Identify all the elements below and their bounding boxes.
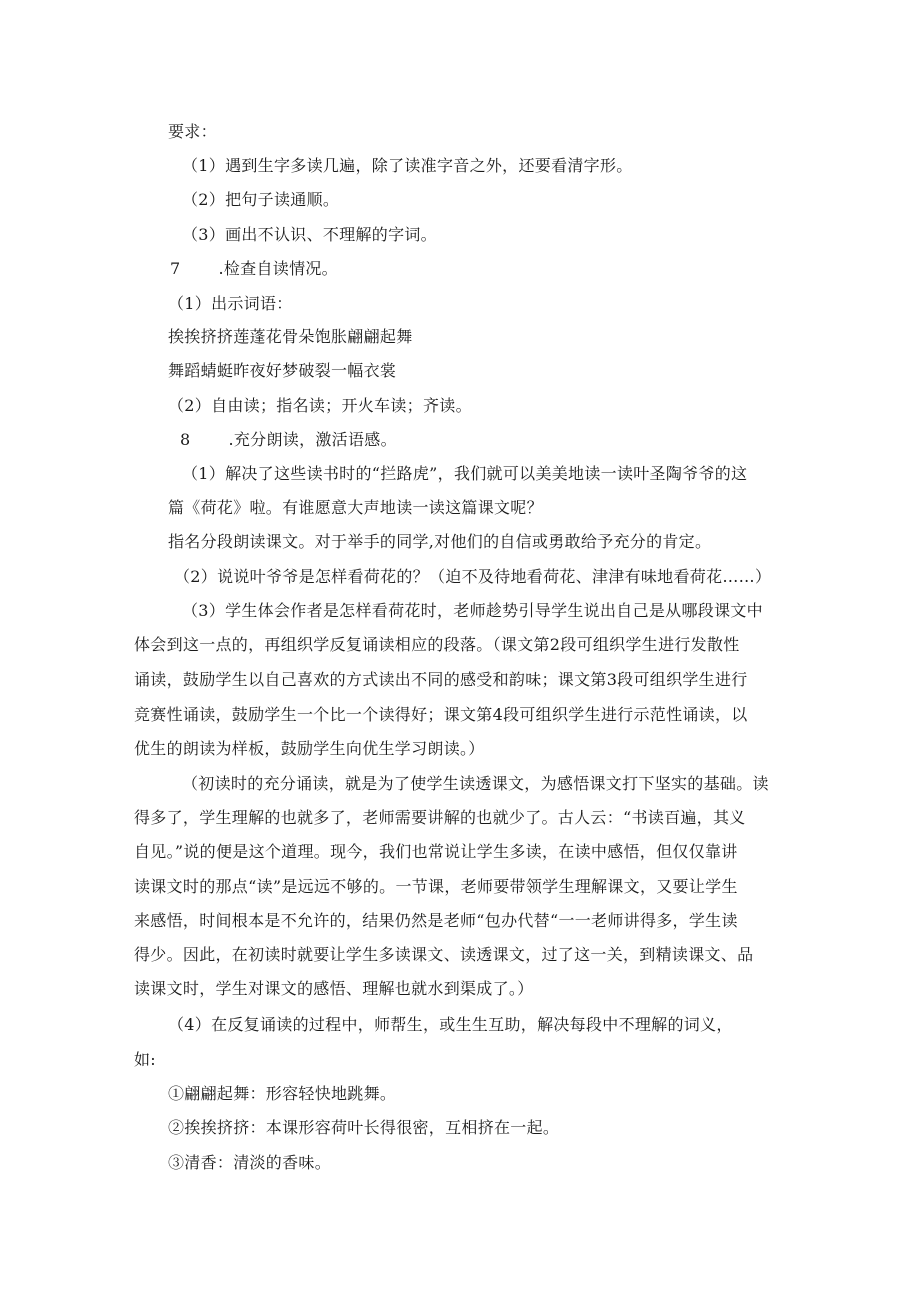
definition-item: ③清香：清淡的香味。	[168, 1153, 332, 1172]
paragraph-line: 篇《荷花》啦。有谁愿意大声地读一读这篇课文呢？	[168, 498, 543, 517]
paragraph-line: （2）说说叶爷爷是怎样看荷花的？（迫不及待地看荷花、津津有味地看荷花……）	[174, 567, 772, 586]
step-number: 8	[180, 430, 191, 449]
step-7-heading	[170, 259, 338, 279]
paragraph-line: （1）解决了这些读书时的“拦路虎”，我们就可以美美地读一读叶圣陶爷爷的这	[182, 464, 748, 483]
step-title: .充分朗读，激活语感。	[228, 430, 397, 449]
paragraph-line: 如:	[134, 1050, 156, 1069]
paragraph-line: 指名分段朗读课文。对于举手的同学,对他们的自信或勇敢给予充分的肯定。	[168, 532, 712, 551]
step-8-heading	[180, 430, 397, 450]
requirements-heading: 要求：	[168, 122, 217, 141]
step-number: 7	[170, 259, 181, 278]
paragraph-line: 得少。因此，在初读时就要让学生多读课文、读透课文，过了这一关，到精读课文、品	[134, 945, 754, 964]
word-list-line-1: 挨挨挤挤莲蓬花骨朵饱胀翩翩起舞	[168, 327, 413, 346]
reading-methods: （2）自由读；指名读；开火车读；齐读。	[168, 396, 472, 415]
paragraph-line: 读课文时，学生对课文的感悟、理解也就水到渠成了。）	[134, 979, 534, 998]
definition-item: ②挨挨挤挤：本课形容荷叶长得很密，互相挤在一起。	[168, 1118, 560, 1137]
step-title: .检查自读情况。	[218, 259, 338, 278]
paragraph-line: 来感悟，时间根本是不允许的，结果仍然是老师“包办代替“一一老师讲得多，学生读	[134, 911, 738, 930]
paragraph-line: 得多了，学生理解的也就多了，老师需要讲解的也就少了。古人云：“书读百遍，其义	[134, 808, 746, 827]
requirement-2: （2）把句子读通顺。	[182, 190, 340, 209]
paragraph-line: 体会到这一点的，再组织学反复诵读相应的段落。（课文第2段可组织学生进行发散性	[134, 635, 740, 654]
paragraph-line: 竞赛性诵读，鼓励学生一个比一个读得好；课文第4段可组织学生进行示范性诵读，以	[134, 705, 748, 724]
paragraph-line: 诵读，鼓励学生以自己喜欢的方式读出不同的感受和韵味；课文第3段可组织学生进行	[134, 670, 748, 689]
paragraph-line: （初读时的充分诵读，就是为了使学生读透课文，为感悟课文打下坚实的基础。读	[182, 774, 769, 793]
definition-item: ①翩翩起舞：形容轻快地跳舞。	[168, 1084, 397, 1103]
requirement-1: （1）遇到生字多读几遍，除了读准字音之外，还要看清字形。	[182, 156, 633, 175]
paragraph-line: 自见。”说的便是这个道理。现今，我们也常说让学生多读，在读中感悟，但仅仅靠讲	[134, 842, 738, 861]
paragraph-line: （4）在反复诵读的过程中，师帮生，或生生互助，解决每段中不理解的词义，	[168, 1015, 733, 1034]
requirement-3: （3）画出不认识、不理解的字词。	[182, 225, 437, 244]
word-list-line-2: 舞蹈蜻蜓昨夜好梦破裂一幅衣裳	[168, 361, 397, 380]
show-words-label: （1）出示词语：	[168, 294, 293, 313]
paragraph-line: 优生的朗读为样板，鼓励学生向优生学习朗读。）	[134, 739, 485, 758]
paragraph-line: 读课文时的那点“读”是远远不够的。一节课，老师要带领学生理解课文，又要让学生	[134, 877, 738, 896]
paragraph-line: （3）学生体会作者是怎样看荷花时，老师趁势引导学生说出自己是从哪段课文中	[182, 601, 763, 620]
